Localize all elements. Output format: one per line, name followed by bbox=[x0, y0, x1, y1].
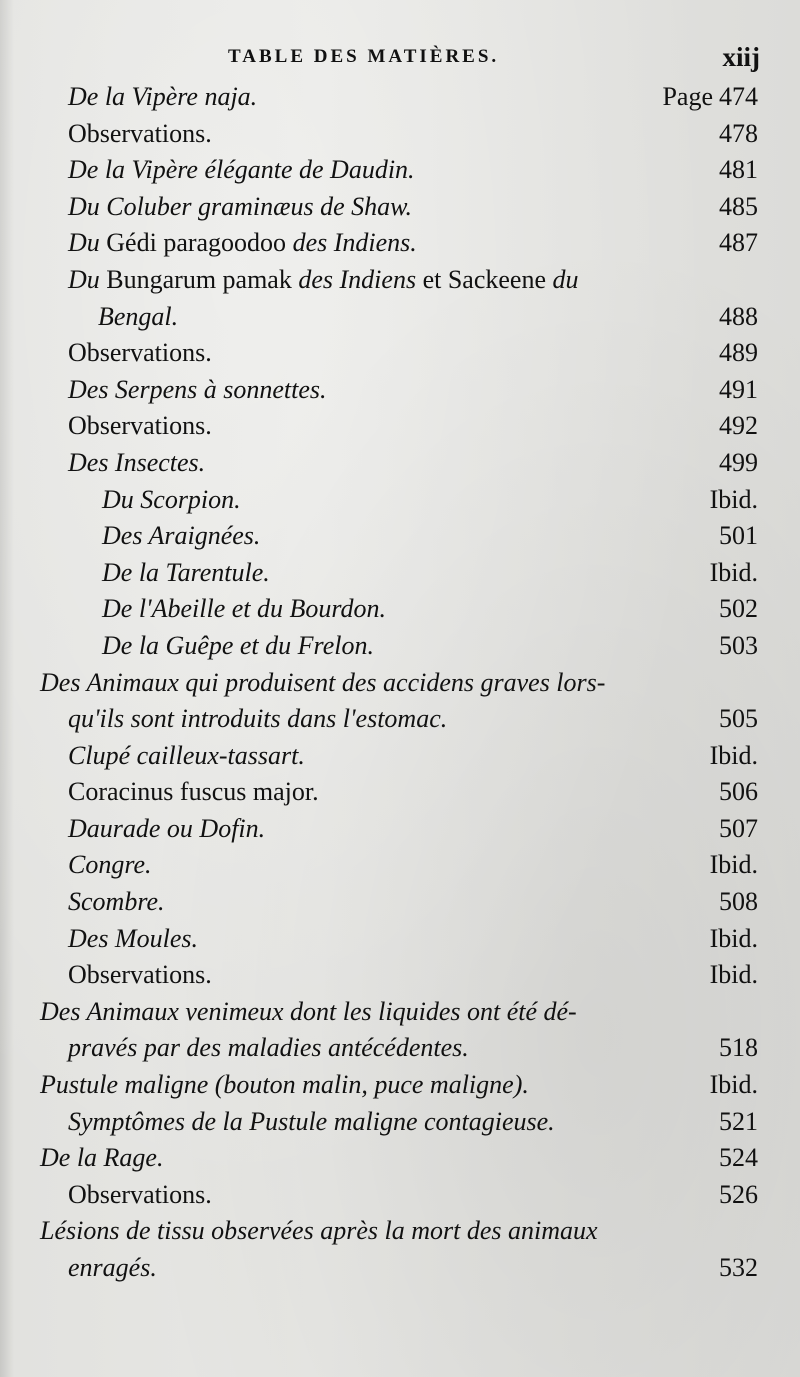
entry-title-part: enragés. bbox=[68, 1253, 157, 1282]
entry-title-part: Observations. bbox=[68, 1179, 212, 1209]
entry-title-part: Des Insectes. bbox=[68, 447, 206, 477]
entry-page-number bbox=[719, 521, 758, 551]
entry-title-part: Scombre. bbox=[68, 887, 165, 917]
toc-entry bbox=[0, 993, 800, 1030]
entry-title bbox=[68, 82, 257, 112]
entry-title bbox=[102, 485, 241, 515]
entry-title-part: Clupé cailleux-tassart. bbox=[68, 740, 305, 770]
page-value: 506 bbox=[719, 777, 758, 807]
entry-page-number bbox=[719, 338, 758, 368]
entry-title bbox=[68, 155, 415, 185]
entry-title bbox=[40, 1216, 598, 1246]
entry-page-number bbox=[719, 777, 758, 807]
entry-title-part: Des Moules. bbox=[68, 923, 198, 953]
toc-entry bbox=[0, 846, 800, 883]
entry-page-number bbox=[719, 814, 758, 844]
entry-page-number bbox=[719, 448, 758, 478]
toc-entry bbox=[0, 298, 800, 335]
entry-title bbox=[68, 192, 412, 222]
entry-page-number bbox=[710, 1070, 758, 1100]
page-value: 524 bbox=[719, 1143, 758, 1173]
running-title: TABLE DES MATIÈRES. bbox=[228, 46, 500, 67]
page-value: Ibid. bbox=[709, 557, 758, 587]
page-value: 499 bbox=[719, 447, 758, 477]
entry-title-part: Bungarum pamak bbox=[106, 264, 292, 294]
page-value: 532 bbox=[719, 1253, 758, 1282]
entry-title bbox=[68, 375, 327, 405]
entry-page-number bbox=[662, 82, 758, 112]
entry-title bbox=[68, 850, 152, 880]
page-value: 503 bbox=[719, 630, 758, 660]
toc-entry bbox=[0, 224, 800, 261]
entry-title-part: du bbox=[552, 264, 579, 294]
entry-title bbox=[68, 1180, 212, 1210]
entry-title-part: Pustule maligne (bouton malin, puce maligne). bbox=[40, 1070, 529, 1100]
page-value: 505 bbox=[719, 704, 758, 734]
entry-page-number bbox=[710, 741, 758, 771]
page-value: 518 bbox=[719, 1033, 758, 1063]
entry-title-part: qu'ils sont introduits dans l'estomac. bbox=[68, 704, 448, 734]
entry-title-part: Du Coluber graminæus de Shaw. bbox=[68, 191, 413, 221]
entry-page-number bbox=[719, 704, 758, 734]
entry-title bbox=[68, 411, 212, 441]
entry-page-number bbox=[719, 1253, 758, 1283]
entry-title-part: Des Animaux qui produisent des accidens graves lors- bbox=[40, 667, 606, 697]
entry-page-number bbox=[719, 594, 758, 624]
page-header bbox=[0, 42, 800, 82]
toc-entry bbox=[0, 737, 800, 774]
entry-page-number bbox=[719, 1143, 758, 1173]
entry-title-part: Des Serpens à sonnettes. bbox=[68, 374, 327, 404]
entry-title-part: Daurade ou Dofin. bbox=[68, 813, 266, 843]
toc-entry bbox=[0, 1103, 800, 1140]
entry-title bbox=[68, 338, 212, 368]
toc-entry bbox=[0, 810, 800, 847]
entry-title bbox=[68, 887, 165, 917]
entry-page-number bbox=[719, 887, 758, 917]
entry-title bbox=[68, 924, 198, 954]
entry-title-part: Du bbox=[68, 264, 100, 294]
page-value: 502 bbox=[719, 594, 758, 624]
page-value: 521 bbox=[719, 1106, 758, 1136]
toc-entry bbox=[0, 1029, 800, 1066]
entry-page-number bbox=[710, 960, 758, 990]
page-value: 491 bbox=[719, 374, 758, 404]
toc-entry bbox=[0, 188, 800, 225]
page-value: Ibid. bbox=[709, 850, 758, 880]
entry-title-part: Des Araignées. bbox=[102, 521, 261, 551]
toc-entry bbox=[0, 115, 800, 152]
entry-title-part: des Indiens bbox=[298, 264, 417, 294]
page-value: 485 bbox=[719, 191, 758, 221]
page-value: 474 bbox=[719, 82, 758, 111]
page-number: xiij bbox=[722, 42, 760, 72]
toc-entry bbox=[0, 590, 800, 627]
entry-page-number bbox=[719, 228, 758, 258]
entry-page-number bbox=[719, 375, 758, 405]
page-value: 507 bbox=[719, 813, 758, 843]
entry-title-part: Observations. bbox=[68, 118, 212, 148]
entry-page-number bbox=[710, 558, 758, 588]
page-prefix: Page bbox=[662, 82, 713, 111]
entry-page-number bbox=[719, 1107, 758, 1137]
entry-title-part: Coracinus fuscus major. bbox=[68, 777, 319, 807]
entry-title bbox=[40, 668, 605, 698]
entry-title-part: De la Vipère élégante de Daudin. bbox=[68, 155, 415, 185]
entry-page-number bbox=[719, 1033, 758, 1063]
entry-title bbox=[68, 448, 205, 478]
entry-page-number bbox=[719, 192, 758, 222]
entry-title bbox=[40, 997, 577, 1027]
entry-title bbox=[68, 1253, 157, 1283]
entry-page-number bbox=[719, 631, 758, 661]
table-of-contents bbox=[0, 78, 800, 1286]
toc-entry bbox=[0, 773, 800, 810]
page-value: Ibid. bbox=[709, 923, 758, 953]
toc-entry bbox=[0, 883, 800, 920]
entry-title bbox=[102, 594, 386, 624]
toc-entry bbox=[0, 1066, 800, 1103]
entry-page-number bbox=[719, 155, 758, 185]
entry-title-part: De la Rage. bbox=[40, 1143, 164, 1173]
toc-entry bbox=[0, 78, 800, 115]
toc-entry bbox=[0, 627, 800, 664]
entry-title bbox=[68, 704, 447, 734]
entry-title-part: Du Scorpion. bbox=[102, 484, 241, 514]
page-value: 487 bbox=[719, 228, 758, 258]
page-value: Ibid. bbox=[709, 484, 758, 514]
entry-title bbox=[68, 228, 417, 258]
entry-title-part: De l'Abeille et du Bourdon. bbox=[102, 594, 387, 624]
entry-title bbox=[68, 1107, 555, 1137]
entry-title bbox=[68, 960, 212, 990]
entry-page-number bbox=[719, 302, 758, 332]
entry-page-number bbox=[710, 924, 758, 954]
entry-title-part: De la Guêpe et du Frelon. bbox=[102, 630, 374, 660]
page-value: 508 bbox=[719, 887, 758, 917]
toc-entry bbox=[0, 700, 800, 737]
page-value: Ibid. bbox=[709, 740, 758, 770]
entry-title-part: De la Vipère naja. bbox=[68, 82, 258, 111]
page-value: 526 bbox=[719, 1179, 758, 1209]
entry-title bbox=[102, 558, 270, 588]
entry-title-part: des Indiens. bbox=[292, 228, 417, 258]
toc-entry bbox=[0, 1139, 800, 1176]
entry-title-part: Observations. bbox=[68, 411, 212, 441]
entry-title-part: Observations. bbox=[68, 960, 212, 990]
entry-title bbox=[40, 1070, 529, 1100]
page-value: 488 bbox=[719, 301, 758, 331]
toc-entry bbox=[0, 1176, 800, 1213]
toc-entry bbox=[0, 956, 800, 993]
entry-title-part: Observations. bbox=[68, 338, 212, 368]
entry-title-part: pravés par des maladies antécédentes. bbox=[68, 1033, 469, 1063]
page-value: 492 bbox=[719, 411, 758, 441]
entry-title-part: Du bbox=[68, 228, 100, 258]
entry-page-number bbox=[710, 485, 758, 515]
entry-title-part: Des Animaux venimeux dont les liquides ont été dé- bbox=[40, 996, 577, 1026]
entry-title bbox=[68, 119, 212, 149]
toc-entry bbox=[0, 1212, 800, 1249]
toc-entry bbox=[0, 407, 800, 444]
entry-title-part: Bengal. bbox=[98, 301, 179, 331]
entry-page-number bbox=[719, 119, 758, 149]
page-value: 481 bbox=[719, 155, 758, 185]
toc-entry bbox=[0, 664, 800, 701]
entry-page-number bbox=[710, 850, 758, 880]
entry-title bbox=[98, 302, 178, 332]
entry-title bbox=[68, 1033, 469, 1063]
entry-title-part: Sackeene bbox=[447, 264, 546, 294]
entry-title bbox=[40, 1143, 163, 1173]
entry-title-part: De la Tarentule. bbox=[102, 557, 270, 587]
entry-page-number bbox=[719, 411, 758, 441]
entry-title bbox=[102, 521, 260, 551]
page-value: 489 bbox=[719, 338, 758, 368]
entry-title-part: Symptômes de la Pustule maligne contagieuse. bbox=[68, 1106, 555, 1136]
toc-entry bbox=[0, 1249, 800, 1286]
toc-entry bbox=[0, 920, 800, 957]
toc-entry bbox=[0, 151, 800, 188]
page-value: 478 bbox=[719, 118, 758, 148]
entry-title-part: et bbox=[422, 264, 442, 294]
entry-title bbox=[102, 631, 374, 661]
toc-entry bbox=[0, 481, 800, 518]
toc-entry bbox=[0, 261, 800, 298]
entry-title-part: Lésions de tissu observées après la mort des animaux bbox=[40, 1216, 598, 1246]
toc-entry bbox=[0, 371, 800, 408]
entry-title-part: Congre. bbox=[68, 850, 152, 880]
entry-title bbox=[68, 777, 319, 807]
entry-title-part: Gédi paragoodoo bbox=[106, 228, 287, 258]
page-value: Ibid. bbox=[709, 960, 758, 990]
entry-page-number bbox=[719, 1180, 758, 1210]
toc-entry bbox=[0, 554, 800, 591]
entry-title bbox=[68, 814, 265, 844]
toc-entry bbox=[0, 517, 800, 554]
toc-entry bbox=[0, 334, 800, 371]
toc-entry bbox=[0, 444, 800, 481]
page-value: 501 bbox=[719, 521, 758, 551]
entry-title bbox=[68, 741, 305, 771]
entry-title bbox=[68, 265, 579, 295]
page-value: Ibid. bbox=[709, 1070, 758, 1100]
